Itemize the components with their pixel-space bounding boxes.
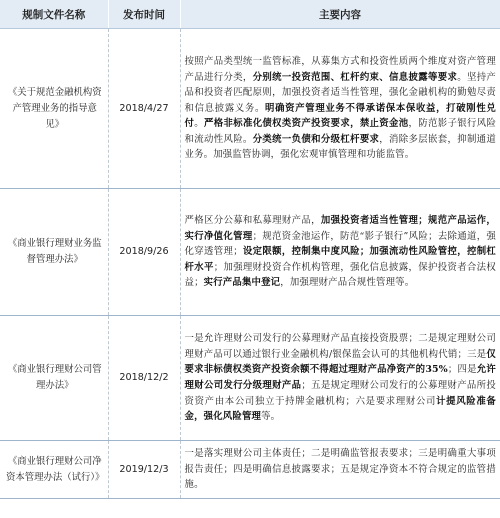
content-text: ；四是 — [447, 364, 477, 376]
publish-date: 2018/4/27 — [108, 29, 180, 189]
publish-date: 2018/9/26 — [108, 189, 180, 316]
content-emphasis: 分别统一投资范围、杠杆约束、信息披露等要求 — [252, 71, 458, 83]
content-emphasis: 计提风险准备金，强化风险管理 — [184, 395, 496, 423]
header-content: 主要内容 — [180, 0, 500, 29]
content-text: 一是允许理财公司发行的公募理财产品直接投资股票；二是规定理财公司理财产品可以通过银行业金融机构/银保监会认可的其他机构代销；三是 — [184, 333, 496, 360]
content-text: 严格区分公募和私募理财产品， — [184, 215, 321, 227]
document-name: 《商业银行理财公司净资本管理办法（试行）》 — [0, 441, 108, 499]
table-row — [0, 189, 500, 316]
content-emphasis: 实行产品集中登记 — [203, 277, 281, 289]
main-content — [180, 441, 500, 499]
content-text: ，防范影子银行风险和流动性风险。 — [184, 118, 497, 145]
content-text: ；规范资金池运作，防范“影子银行”风险；去除通道，强化穿透管理； — [184, 230, 497, 258]
content-text: 一是落实理财公司主体责任；二是明确监管报表要求；三是明确重大事项报告责任；四是明确信息披露要求；五是规定净资本不符合规定的监管措施。 — [184, 448, 496, 491]
content-emphasis: 仅要求非标债权类资产投资余额不得超过理财产品净资产的35% — [184, 348, 496, 376]
content-emphasis: 明确资产管理业务不得承诺保本保收益，打破刚性兑付 — [184, 102, 496, 130]
main-content — [180, 29, 500, 189]
content-text: ；加强理财投资合作机构管理，强化信息披露，保护投资者合法权益； — [184, 261, 496, 289]
content-emphasis: 严格非标准化债权类资产投资要求，禁止资金池 — [204, 118, 409, 130]
document-name: 《商业银行理财业务监督管理办法》 — [0, 189, 108, 316]
content-text: ，加强理财产品合规性管理等。 — [280, 277, 415, 289]
document-name: 《关于规范金融机构资产管理业务的指导意见》 — [0, 29, 108, 189]
header-date: 发布时间 — [108, 0, 180, 29]
content-text: 。 — [194, 118, 204, 130]
header-row — [0, 0, 500, 29]
content-text: 。坚持产品和投资者匹配原则，加强投资者适当性管理，强化金融机构的勤勉尽责和信息披露义务。 — [184, 71, 497, 114]
table-row — [0, 29, 500, 189]
content-text: ；五是规定理财公司发行的公募理财产品所投资资产由本公司独立于持牌金融机构；六是要求理财公司 — [184, 380, 496, 407]
publish-date: 2019/12/3 — [108, 441, 180, 499]
main-content — [180, 316, 500, 441]
publish-date: 2018/12/2 — [108, 316, 180, 441]
table-row — [0, 441, 500, 499]
content-emphasis: 允许理财公司发行分级理财产品 — [184, 364, 496, 391]
content-text: 按照产品类型统一监管标准，从募集方式和投资性质两个维度对资产管理产品进行分类， — [184, 55, 496, 83]
header-name: 规制文件名称 — [0, 0, 108, 29]
table-row — [0, 316, 500, 441]
content-text: ，消除多层嵌套，抑制通道业务。加强监管协调，强化宏观审慎管理和功能监管。 — [184, 133, 496, 161]
main-content — [180, 189, 500, 316]
content-text: 等。 — [261, 411, 281, 423]
document-name: 《商业银行理财公司管理办法》 — [0, 316, 108, 441]
content-emphasis: 分类统一负债和分级杠杆要求 — [252, 133, 380, 145]
content-emphasis: 加强投资者适当性管理；规范产品运作，实行净值化管理 — [184, 215, 496, 242]
content-emphasis: 设定限额，控制集中度风险；加强流动性风险管控，控制杠杆水平 — [184, 246, 497, 273]
